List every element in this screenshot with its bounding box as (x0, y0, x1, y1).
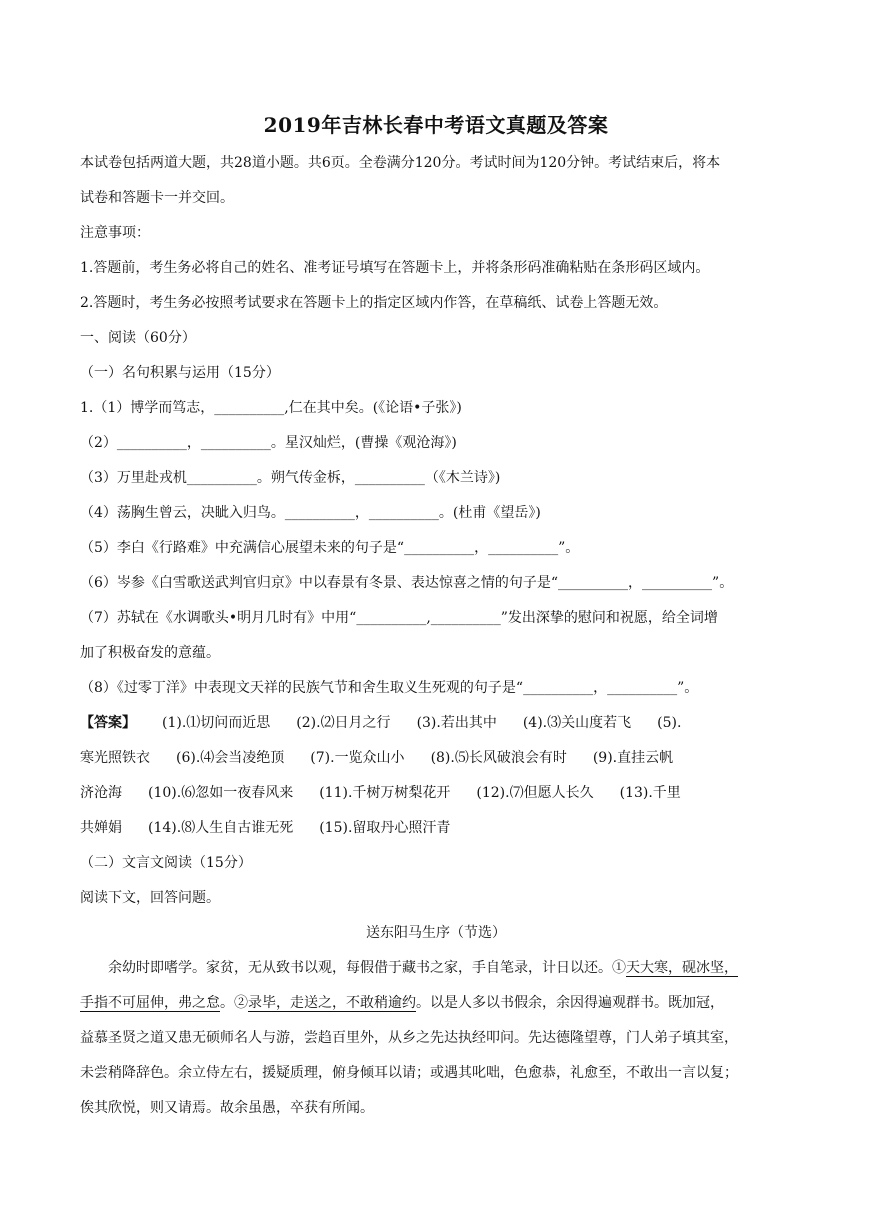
underlined-sentence-1: 天大寒，砚冰坚， (626, 960, 738, 976)
answer-item: (5). (657, 715, 682, 731)
reading-instruction: 阅读下文，回答问题。 (80, 890, 220, 906)
passage-line-1 (80, 951, 792, 986)
passage-title: 送东阳马生序（节选） (366, 925, 506, 941)
intro-line-2: 试卷和答题卡一并交回。 (80, 190, 234, 206)
answer-item: (13).千里 (619, 785, 681, 801)
notice-item-2: 2.答题时，考生务必按照考试要求在答题卡上的指定区域内作答，在草稿纸、试卷上答题无效。 (80, 295, 668, 311)
answer-item: (4).⑶关山度若飞 (522, 715, 632, 731)
passage-line-2 (80, 986, 792, 1021)
answer-label: 【答案】 (80, 715, 136, 731)
part-heading-classical: （二）文言文阅读（15分） (80, 855, 252, 871)
exam-page (80, 108, 792, 1126)
answer-item: (15).留取丹心照汗青 (319, 820, 451, 836)
answer-item: (1).⑴切问而近思 (162, 715, 271, 731)
answer-item: (9).直挂云帆 (592, 750, 674, 766)
answer-item: 寒光照铁衣 (80, 750, 150, 766)
underlined-sentence-2: 录毕，走送之，不敢稍逾约 (248, 995, 416, 1011)
answer-item: 济沧海 (80, 785, 122, 801)
answer-row-2 (80, 741, 792, 776)
part-heading-quotes: （一）名句积累与运用（15分） (80, 365, 280, 381)
answer-item: (14).⑻人生自古谁无死 (148, 820, 294, 836)
answer-item: (12).⑺但愿人长久 (476, 785, 594, 801)
answer-item: (3).若出其中 (416, 715, 497, 731)
answer-item: (8).⑸长风破浪会有时 (430, 750, 567, 766)
answer-row-3 (80, 776, 792, 811)
answer-row-4 (80, 811, 792, 846)
answer-row-1 (80, 706, 792, 741)
question-1-6: （6）岑参《白雪歌送武判官归京》中以春景有冬景、表达惊喜之情的句子是“__________，__________”。 (80, 575, 734, 591)
notice-item-1: 1.答题前，考生务必将自己的姓名、准考证号填写在答题卡上，并将条形码准确粘贴在条形码区域内。 (80, 260, 710, 276)
answer-item: (11).千树万树梨花开 (319, 785, 451, 801)
notice-heading: 注意事项： (80, 225, 150, 241)
answer-item: (7).一览众山小 (310, 750, 405, 766)
section-heading-reading: 一、阅读（60分） (80, 330, 196, 346)
document-title: 2019年吉林长春中考语文真题及答案 (263, 113, 609, 137)
question-1-1: 1.（1）博学而笃志，__________,仁在其中矣。(《论语•子张》) (80, 400, 462, 416)
passage-line-5: 俟其欣悦，则又请焉。故余虽愚，卒获有所闻。 (80, 1100, 374, 1116)
question-1-3: （3）万里赴戎机__________。朔气传金柝，__________（《木兰诗》) (80, 470, 501, 486)
question-1-8: （8）《过零丁洋》中表现文天祥的民族气节和舍生取义生死观的句子是“__________，__________”。 (80, 680, 699, 696)
answer-item: (2).⑵日月之行 (296, 715, 391, 731)
passage-text: 。以是人多以书假余，余因得遍观群书。既加冠， (416, 995, 724, 1011)
question-1-2: （2）__________，__________。星汉灿烂，(曹操《观沧海》) (80, 435, 457, 451)
passage-line-4: 未尝稍降辞色。余立侍左右，援疑质理，俯身倾耳以请；或遇其叱咄，色愈恭，礼愈至，不敢出一言以复； (80, 1065, 738, 1081)
question-1-7-line-1: （7）苏轼在《水调歌头•明月几时有》中用“__________,__________”发出深挚的慰问和祝愿，给全词增 (80, 610, 718, 626)
passage-text: 余幼时即嗜学。家贫，无从致书以观，每假借于藏书之家，手自笔录，计日以还。① (108, 960, 626, 976)
question-1-7-line-2: 加了积极奋发的意蕴。 (80, 645, 220, 661)
intro-line-1: 本试卷包括两道大题，共28道小题。共6页。全卷满分120分。考试时间为120分钟。考试结束后，将本 (80, 155, 721, 171)
answer-item: (10).⑹忽如一夜春风来 (148, 785, 294, 801)
passage-line-3: 益慕圣贤之道又患无硕师名人与游，尝趋百里外，从乡之先达执经叩问。先达德隆望尊，门人弟子填其室， (80, 1030, 738, 1046)
underlined-sentence-1-cont: 手指不可屈伸，弗之怠 (80, 995, 220, 1011)
question-1-5: （5）李白《行路难》中充满信心展望未来的句子是“__________，__________”。 (80, 540, 580, 556)
answer-item: 共婵娟 (80, 820, 122, 836)
question-1-4: （4）荡胸生曾云，决眦入归鸟。__________，__________。(杜甫《望岳》) (80, 505, 541, 521)
answer-item: (6).⑷会当凌绝顶 (176, 750, 285, 766)
passage-text: 。② (220, 995, 248, 1011)
